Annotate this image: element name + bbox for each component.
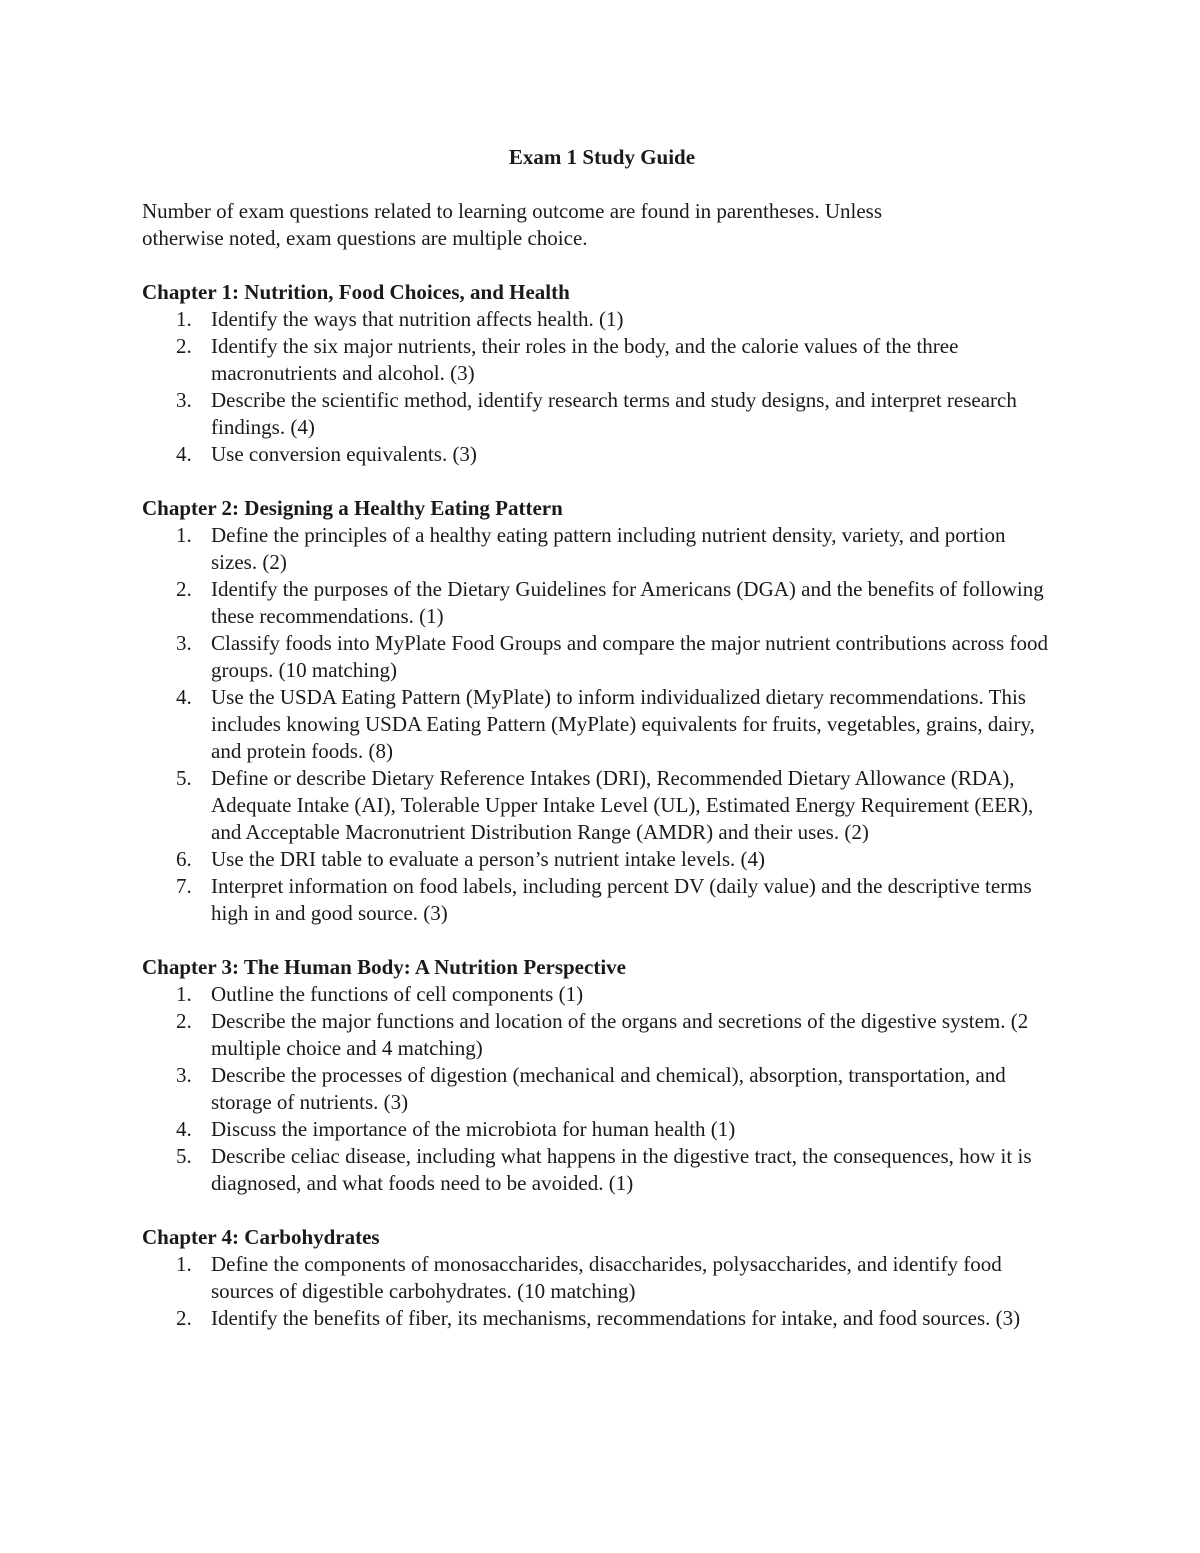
list-item [142,1062,1062,1116]
list-item [142,441,1062,468]
list-item-text: Use the USDA Eating Pattern (MyPlate) to inform individualized dietary recommendations. This includes knowing USDA Eating Pattern (MyPlate) equivalents for fruits, vegetables, grains, dairy, and protein foods. (8) [211,685,1035,763]
list-item [142,1116,1062,1143]
list-item-number: 4. [176,1117,192,1141]
list-item-number: 1. [176,1252,192,1276]
list-item [142,333,1062,387]
list-item [142,522,1062,576]
chapter-section [142,954,1062,1197]
chapter-section [142,495,1062,927]
list-item-text: Define or describe Dietary Reference Intakes (DRI), Recommended Dietary Allowance (RDA), Adequate Intake (AI), Tolerable Upper Intake Level (UL), Estimated Energy Requirement (EER), and Acceptable Macronutrient Distribution Range (AMDR) and their uses. (2) [211,766,1034,844]
list-item-text: Describe the major functions and location of the organs and secretions of the digestive system. (2 multiple choice and 4 matching) [211,1009,1029,1060]
chapters-container [142,279,1062,1332]
list-item-text: Discuss the importance of the microbiota for human health (1) [211,1117,736,1141]
learning-outcomes-list [142,981,1062,1197]
list-item-number: 6. [176,847,192,871]
list-item-text: Identify the purposes of the Dietary Guidelines for Americans (DGA) and the benefits of following these recommendations. (1) [211,577,1044,628]
intro-paragraph: Number of exam questions related to learning outcome are found in parentheses. Unless otherwise noted, exam questions are multiple choice. [142,199,883,250]
list-item-number: 1. [176,523,192,547]
list-item [142,387,1062,441]
list-item [142,1008,1062,1062]
list-item-text: Define the principles of a healthy eating pattern including nutrient density, variety, and portion sizes. (2) [211,523,1006,574]
list-item-number: 1. [176,982,192,1006]
list-item-number: 3. [176,388,192,412]
learning-outcomes-list [142,522,1062,927]
list-item-number: 2. [176,1306,192,1330]
list-item [142,684,1062,765]
list-item-number: 3. [176,631,192,655]
list-item-number: 2. [176,334,192,358]
chapter-section [142,1224,1062,1332]
list-item-text: Describe the processes of digestion (mechanical and chemical), absorption, transportation, and storage of nutrients. (3) [211,1063,1006,1114]
learning-outcomes-list [142,306,1062,468]
document-page [142,140,1062,1359]
list-item [142,873,1062,927]
list-item-text: Use the DRI table to evaluate a person’s nutrient intake levels. (4) [211,847,765,871]
list-item-text: Use conversion equivalents. (3) [211,442,477,466]
list-item-number: 5. [176,1144,192,1168]
list-item [142,981,1062,1008]
list-item-number: 4. [176,685,192,709]
list-item [142,846,1062,873]
list-item-text: Outline the functions of cell components (1) [211,982,584,1006]
list-item-number: 1. [176,307,192,331]
list-item-number: 7. [176,874,192,898]
list-item-text: Interpret information on food labels, including percent DV (daily value) and the descriptive terms high in and good source. (3) [211,874,1032,925]
chapter-heading: Chapter 1: Nutrition, Food Choices, and Health [142,280,570,304]
list-item [142,576,1062,630]
list-item [142,1305,1062,1332]
list-item [142,306,1062,333]
list-item-text: Identify the six major nutrients, their roles in the body, and the calorie values of the three macronutrients and alcohol. (3) [211,334,959,385]
list-item-number: 5. [176,766,192,790]
list-item [142,1251,1062,1305]
list-item-number: 3. [176,1063,192,1087]
list-item-text: Describe celiac disease, including what happens in the digestive tract, the consequences, how it is diagnosed, and what foods need to be avoided. (1) [211,1144,1032,1195]
list-item-number: 4. [176,442,192,466]
list-item [142,1143,1062,1197]
chapter-heading: Chapter 3: The Human Body: A Nutrition Perspective [142,955,626,979]
chapter-heading: Chapter 4: Carbohydrates [142,1225,380,1249]
list-item-text: Describe the scientific method, identify research terms and study designs, and interpret research findings. (4) [211,388,1017,439]
document-title: Exam 1 Study Guide [508,145,696,169]
learning-outcomes-list [142,1251,1062,1332]
list-item-number: 2. [176,577,192,601]
list-item-text: Identify the benefits of fiber, its mechanisms, recommendations for intake, and food sources. (3) [211,1306,1021,1330]
list-item [142,630,1062,684]
list-item-number: 2. [176,1009,192,1033]
chapter-heading: Chapter 2: Designing a Healthy Eating Pattern [142,496,563,520]
list-item-text: Identify the ways that nutrition affects health. (1) [211,307,624,331]
chapter-section [142,279,1062,468]
list-item-text: Define the components of monosaccharides, disaccharides, polysaccharides, and identify food sources of digestible carbohydrates. (10 matching) [211,1252,1002,1303]
list-item-text: Classify foods into MyPlate Food Groups and compare the major nutrient contributions across food groups. (10 matching) [211,631,1048,682]
list-item [142,765,1062,846]
